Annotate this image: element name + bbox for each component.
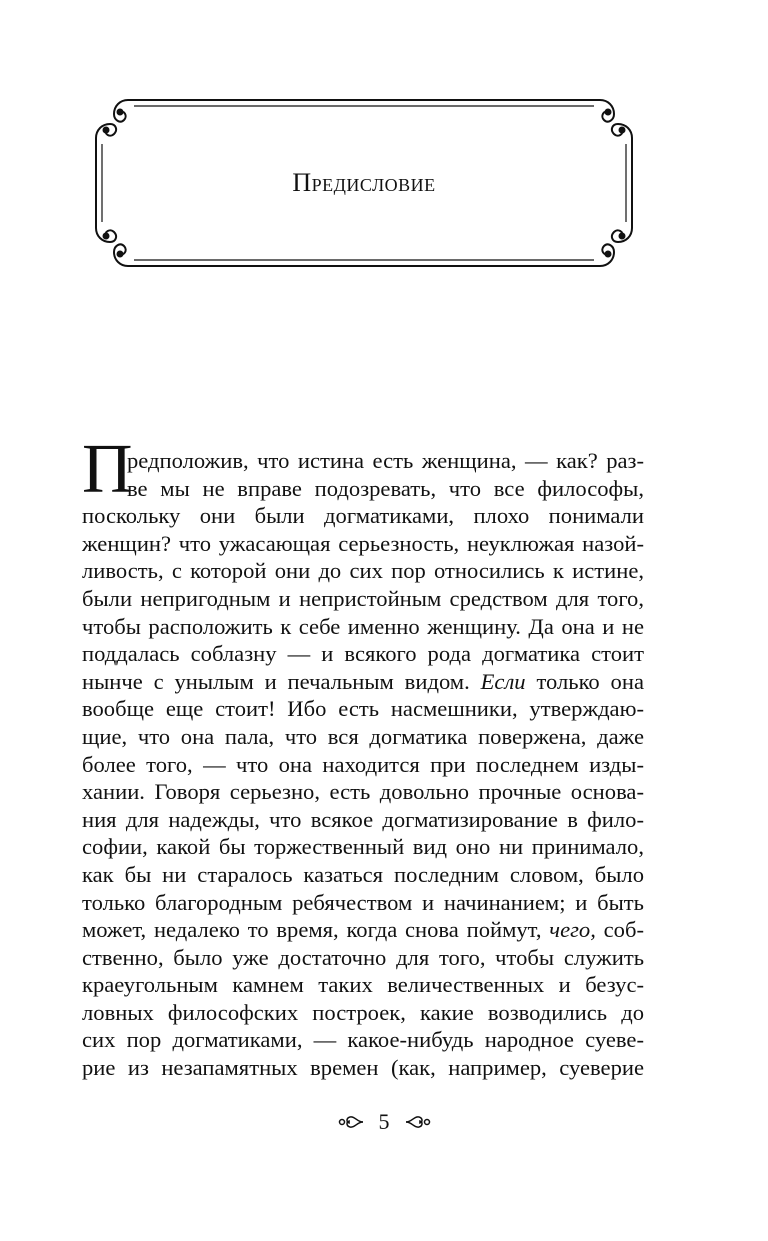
text-line: чтобы расположить к себе именно женщину. Да она и не <box>82 613 644 639</box>
right-ornament-icon <box>404 1113 432 1131</box>
text-segment: может, недалеко то время, когда снова поймут, <box>82 917 542 943</box>
text-line: только благородным ребячеством и начинанием; и быть <box>82 889 644 915</box>
text-line: поддалась соблазну — и всякого рода догматика стоит <box>82 641 644 667</box>
text-line: хании. Говоря серьезно, есть довольно прочные основа- <box>82 779 644 805</box>
drop-cap: П <box>82 431 133 508</box>
italic-word: чего, <box>549 917 596 943</box>
text-line: ловных философских построек, какие возводились до <box>82 999 644 1025</box>
text-line: редположив, что истина есть женщина, — как? раз- <box>127 448 644 473</box>
text-line: женщин? что ужасающая серьезность, неуклюжая назой- <box>82 530 644 556</box>
text-line: более того, — что она находится при последнем изды- <box>82 751 644 777</box>
body-text <box>82 447 644 1082</box>
text-line: щие, что она пала, что вся догматика повержена, даже <box>82 723 644 749</box>
text-line: вообще еще стоит! Ибо есть насмешники, утверждаю- <box>82 696 644 722</box>
text-line: ве мы не вправе подозревать, что все философы, <box>127 475 644 501</box>
text-line: как бы ни старалось казаться последним словом, было <box>82 861 644 887</box>
chapter-title: Предисловие <box>292 168 436 197</box>
text-line: были непригодным и непристойным средством для того, <box>82 585 644 611</box>
text-line: сих пор догматиками, — какое-нибудь народное суеве- <box>82 1027 644 1053</box>
text-line: поскольку они были догматиками, плохо понимали <box>82 503 644 529</box>
text-line: ния для надежды, что всякое догматизирование в фило- <box>82 806 644 832</box>
text-line: рие из незапамятных времен (как, например, суеверие <box>82 1055 644 1081</box>
text-line <box>82 916 644 944</box>
text-segment: соб- <box>603 917 645 943</box>
text-line: софии, какой бы торжественный вид оно ни принимало, <box>82 834 644 860</box>
page-number: 5 <box>378 1109 390 1134</box>
text-line: краеугольным камнем таких величественных и безус- <box>82 972 644 998</box>
text-line: ственно, было уже достаточно для того, чтобы служить <box>82 944 644 970</box>
text-line <box>82 668 644 696</box>
title-frame <box>84 90 644 276</box>
text-segment: нынче с унылым и печальным видом. <box>82 668 470 694</box>
italic-word: Если <box>480 668 526 694</box>
text-segment: только она <box>536 668 644 694</box>
page-footer <box>0 1108 768 1136</box>
text-line: ливость, с которой они до сих пор относились к истине, <box>82 558 644 584</box>
left-ornament-icon <box>337 1113 365 1131</box>
